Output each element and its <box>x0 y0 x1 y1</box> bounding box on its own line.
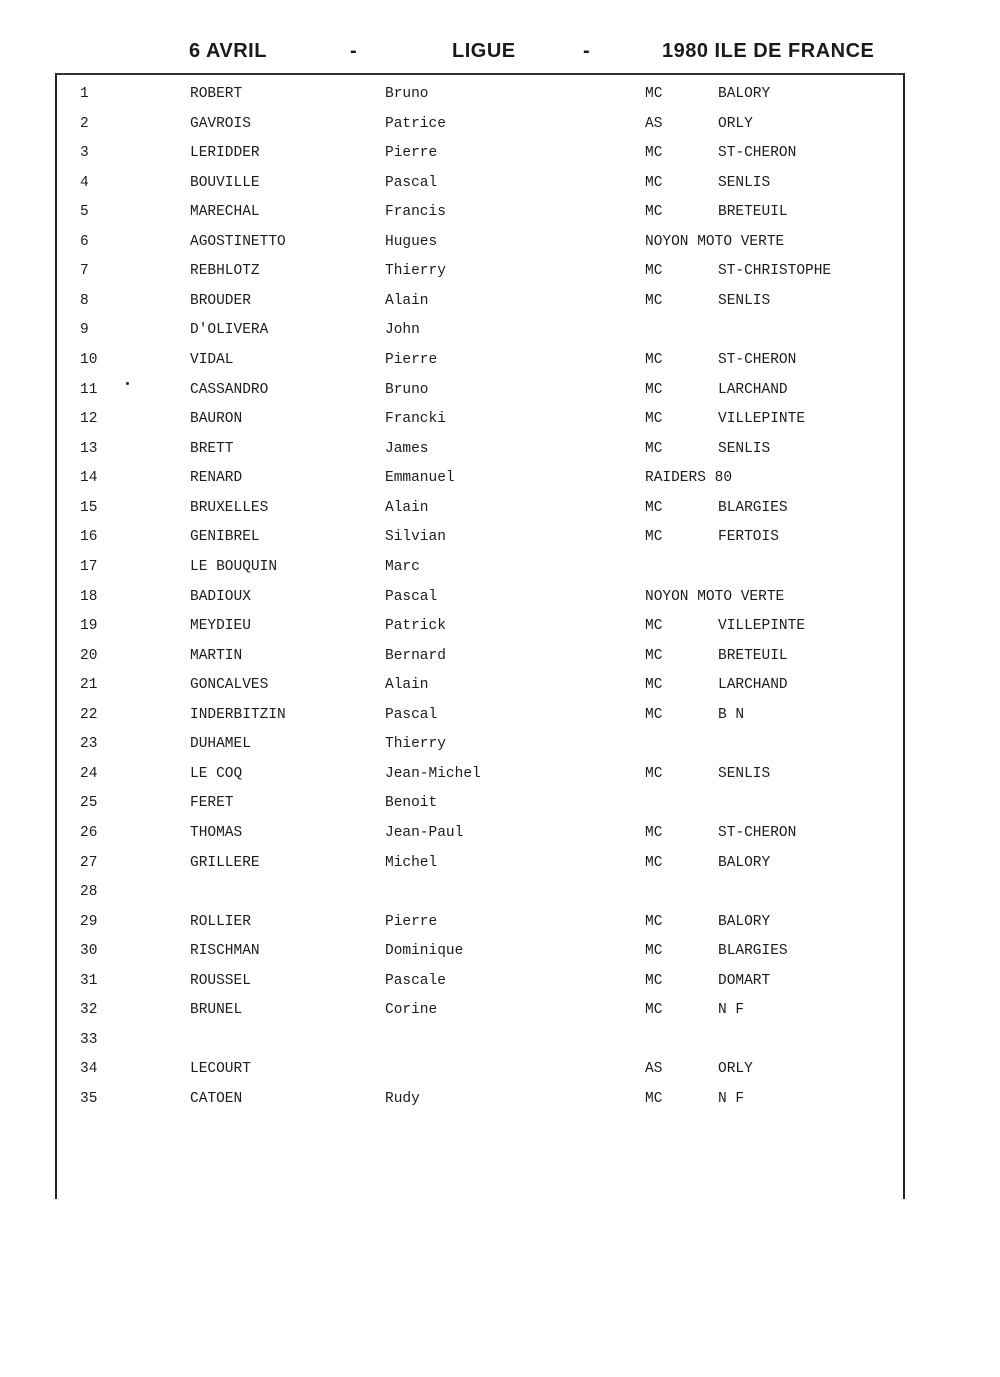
rider-club: MC <box>645 854 663 871</box>
rider-last-name: BAURON <box>190 411 243 428</box>
rider-number: 29 <box>80 913 98 930</box>
rider-first-name: Bernard <box>385 647 446 664</box>
rider-number: 21 <box>80 677 98 694</box>
rider-city: FERTOIS <box>718 529 779 546</box>
rider-club: MC <box>645 174 663 191</box>
rider-number: 11 <box>80 381 98 398</box>
rider-number: 15 <box>80 499 98 516</box>
rider-last-name: D'OLIVERA <box>190 322 269 339</box>
rider-city: BRETEUIL <box>718 204 788 221</box>
rider-city: BALORY <box>718 913 771 930</box>
rider-number: 33 <box>80 1031 98 1048</box>
rider-number: 4 <box>80 174 89 191</box>
rider-last-name: BOUVILLE <box>190 174 260 191</box>
rider-first-name: Pierre <box>385 352 438 369</box>
rider-club: AS <box>645 1061 663 1078</box>
rider-number: 35 <box>80 1091 98 1108</box>
rider-last-name: RISCHMAN <box>190 943 260 960</box>
list-item <box>0 559 1000 579</box>
list-item <box>0 352 1000 372</box>
list-item <box>0 470 1000 490</box>
rider-city: ST-CHRISTOPHE <box>718 263 832 280</box>
rider-city: ST-CHERON <box>718 145 797 162</box>
rider-city: BALORY <box>718 86 771 102</box>
rider-city: B N <box>718 706 745 723</box>
rider-last-name: GENIBREL <box>190 529 260 546</box>
rider-city: BALORY <box>718 854 771 871</box>
rider-last-name: BRETT <box>190 440 234 457</box>
rider-first-name: Thierry <box>385 736 446 753</box>
rider-club: MC <box>645 913 663 930</box>
list-item <box>0 766 1000 786</box>
rider-number: 28 <box>80 884 98 901</box>
rider-first-name: Alain <box>385 677 429 694</box>
list-item <box>0 1091 1000 1111</box>
rider-first-name: Pascale <box>385 972 446 989</box>
rider-first-name: Bruno <box>385 381 429 398</box>
rider-last-name: THOMAS <box>190 825 243 841</box>
rider-first-name: Alain <box>385 499 429 516</box>
rider-first-name: Hugues <box>385 233 438 250</box>
rider-number: 12 <box>80 411 98 428</box>
list-item <box>0 1061 1000 1081</box>
rider-club: MC <box>645 1091 663 1108</box>
rider-number: 10 <box>80 352 98 369</box>
rider-first-name: Dominique <box>385 943 464 960</box>
rider-number: 20 <box>80 647 98 664</box>
list-item <box>0 116 1000 136</box>
rider-first-name: Jean-Michel <box>385 765 481 782</box>
list-item <box>0 589 1000 609</box>
rider-first-name: Silvian <box>385 529 446 546</box>
rider-city: BRETEUIL <box>718 647 788 664</box>
rider-first-name: Pierre <box>385 145 438 162</box>
rider-first-name: Pierre <box>385 913 438 930</box>
rider-club: MC <box>645 647 663 664</box>
rider-last-name: RENARD <box>190 470 243 487</box>
rider-first-name: Francki <box>385 411 446 428</box>
rider-club: AS <box>645 115 663 132</box>
rider-first-name: John <box>385 322 420 339</box>
rider-first-name: Pascal <box>385 174 438 191</box>
rider-first-name: Benoit <box>385 795 438 812</box>
header-date: 6 AVRIL <box>189 40 267 62</box>
list-item <box>0 204 1000 224</box>
rider-last-name: DUHAMEL <box>190 736 251 753</box>
rider-club: MC <box>645 411 663 428</box>
rider-club: MC <box>645 825 663 841</box>
rider-club: MC <box>645 1002 663 1019</box>
rider-city: SENLIS <box>718 292 771 309</box>
list-item <box>0 855 1000 875</box>
rider-first-name: Patrick <box>385 618 446 635</box>
rider-club: MC <box>645 263 663 280</box>
rider-club: MC <box>645 529 663 546</box>
rider-first-name: Emmanuel <box>385 470 455 487</box>
list-item <box>0 175 1000 195</box>
rider-last-name: ROUSSEL <box>190 972 251 989</box>
rider-club: MC <box>645 499 663 516</box>
rider-first-name: James <box>385 440 429 457</box>
rider-number: 5 <box>80 204 89 221</box>
rider-number: 31 <box>80 972 98 989</box>
rider-club: MC <box>645 440 663 457</box>
rider-last-name: AGOSTINETTO <box>190 233 286 250</box>
rider-club: MC <box>645 677 663 694</box>
rider-last-name: GRILLERE <box>190 854 260 871</box>
rider-city: LARCHAND <box>718 381 788 398</box>
rider-number: 27 <box>80 854 98 871</box>
list-item <box>0 943 1000 963</box>
rider-city: ORLY <box>718 1061 753 1078</box>
list-item <box>0 1002 1000 1022</box>
rider-city: DOMART <box>718 972 771 989</box>
list-item <box>0 707 1000 727</box>
rider-number: 24 <box>80 765 98 782</box>
rider-club: MC <box>645 706 663 723</box>
rider-club: NOYON MOTO VERTE <box>645 233 785 250</box>
header-league: LIGUE <box>452 40 516 62</box>
list-item <box>0 795 1000 815</box>
list-item <box>0 145 1000 165</box>
rider-club: MC <box>645 86 663 102</box>
list-item <box>0 500 1000 520</box>
rider-last-name: BROUDER <box>190 292 251 309</box>
rider-last-name: VIDAL <box>190 352 234 369</box>
list-item <box>0 1032 1000 1052</box>
rider-city: ST-CHERON <box>718 352 797 369</box>
list-item <box>0 263 1000 283</box>
list-item <box>0 736 1000 756</box>
rider-last-name: ROLLIER <box>190 913 251 930</box>
list-item <box>0 648 1000 668</box>
rider-last-name: GONCALVES <box>190 677 269 694</box>
rider-number: 9 <box>80 322 89 339</box>
rider-club: MC <box>645 292 663 309</box>
rider-city: BLARGIES <box>718 499 788 516</box>
rider-last-name: LECOURT <box>190 1061 251 1078</box>
rider-number: 19 <box>80 618 98 635</box>
rider-last-name: MARECHAL <box>190 204 260 221</box>
rider-number: 25 <box>80 795 98 812</box>
rider-last-name: CASSANDRO <box>190 381 269 398</box>
rider-number: 18 <box>80 588 98 605</box>
ink-dot <box>126 382 129 385</box>
rider-number: 14 <box>80 470 98 487</box>
rider-last-name: MARTIN <box>190 647 243 664</box>
rider-number: 32 <box>80 1002 98 1019</box>
list-item <box>0 322 1000 342</box>
list-item <box>0 86 1000 106</box>
rider-city: SENLIS <box>718 440 771 457</box>
rider-club: MC <box>645 943 663 960</box>
rider-club: MC <box>645 352 663 369</box>
rider-last-name: REBHLOTZ <box>190 263 260 280</box>
rider-city: SENLIS <box>718 174 771 191</box>
rider-last-name: BRUXELLES <box>190 499 269 516</box>
rider-city: ST-CHERON <box>718 825 797 841</box>
rider-number: 17 <box>80 558 98 575</box>
rider-number: 1 <box>80 86 89 102</box>
rider-first-name: Alain <box>385 292 429 309</box>
rider-number: 22 <box>80 706 98 723</box>
rider-last-name: BADIOUX <box>190 588 251 605</box>
rider-club: MC <box>645 765 663 782</box>
rider-first-name: Thierry <box>385 263 446 280</box>
header-region: 1980 ILE DE FRANCE <box>662 40 875 62</box>
rider-last-name: FERET <box>190 795 234 812</box>
rider-number: 3 <box>80 145 89 162</box>
rider-number: 26 <box>80 825 98 841</box>
rider-number: 2 <box>80 115 89 132</box>
rider-first-name: Francis <box>385 204 446 221</box>
rider-first-name: Corine <box>385 1002 438 1019</box>
rider-club: MC <box>645 381 663 398</box>
rider-first-name: Bruno <box>385 86 429 102</box>
rider-club: MC <box>645 204 663 221</box>
rider-first-name: Pascal <box>385 588 438 605</box>
list-item <box>0 411 1000 431</box>
rider-number: 7 <box>80 263 89 280</box>
list-item <box>0 618 1000 638</box>
list-item <box>0 677 1000 697</box>
list-item <box>0 884 1000 904</box>
rider-number: 16 <box>80 529 98 546</box>
rider-number: 23 <box>80 736 98 753</box>
rider-club: RAIDERS 80 <box>645 470 733 487</box>
header-separator: - <box>350 40 358 62</box>
rider-last-name: LE COQ <box>190 765 243 782</box>
list-item <box>0 529 1000 549</box>
rider-city: LARCHAND <box>718 677 788 694</box>
rider-last-name: BRUNEL <box>190 1002 243 1019</box>
rider-club: MC <box>645 145 663 162</box>
rider-last-name: CATOEN <box>190 1091 243 1108</box>
list-item <box>0 382 1000 402</box>
rider-club: MC <box>645 972 663 989</box>
rider-city: SENLIS <box>718 765 771 782</box>
rider-last-name: GAVROIS <box>190 115 251 132</box>
list-item <box>0 914 1000 934</box>
rider-last-name: INDERBITZIN <box>190 706 286 723</box>
list-item <box>0 441 1000 461</box>
rider-first-name: Rudy <box>385 1091 420 1108</box>
rider-last-name: LERIDDER <box>190 145 260 162</box>
rider-number: 34 <box>80 1061 98 1078</box>
rider-city: N F <box>718 1002 745 1019</box>
rider-number: 30 <box>80 943 98 960</box>
list-item <box>0 973 1000 993</box>
rider-city: N F <box>718 1091 745 1108</box>
rider-first-name: Pascal <box>385 706 438 723</box>
rider-city: VILLEPINTE <box>718 618 806 635</box>
rider-first-name: Marc <box>385 558 420 575</box>
rider-last-name: LE BOUQUIN <box>190 558 278 575</box>
rider-city: ORLY <box>718 115 753 132</box>
rider-number: 6 <box>80 233 89 250</box>
header-separator: - <box>583 40 591 62</box>
rider-first-name: Jean-Paul <box>385 825 464 841</box>
rider-number: 8 <box>80 292 89 309</box>
rider-last-name: ROBERT <box>190 86 243 102</box>
rider-city: BLARGIES <box>718 943 788 960</box>
rider-first-name: Patrice <box>385 115 446 132</box>
rider-last-name: MEYDIEU <box>190 618 251 635</box>
list-item <box>0 234 1000 254</box>
list-item <box>0 293 1000 313</box>
rider-city: VILLEPINTE <box>718 411 806 428</box>
rider-club: MC <box>645 618 663 635</box>
rider-first-name: Michel <box>385 854 438 871</box>
list-item <box>0 825 1000 845</box>
rider-number: 13 <box>80 440 98 457</box>
rider-club: NOYON MOTO VERTE <box>645 588 785 605</box>
